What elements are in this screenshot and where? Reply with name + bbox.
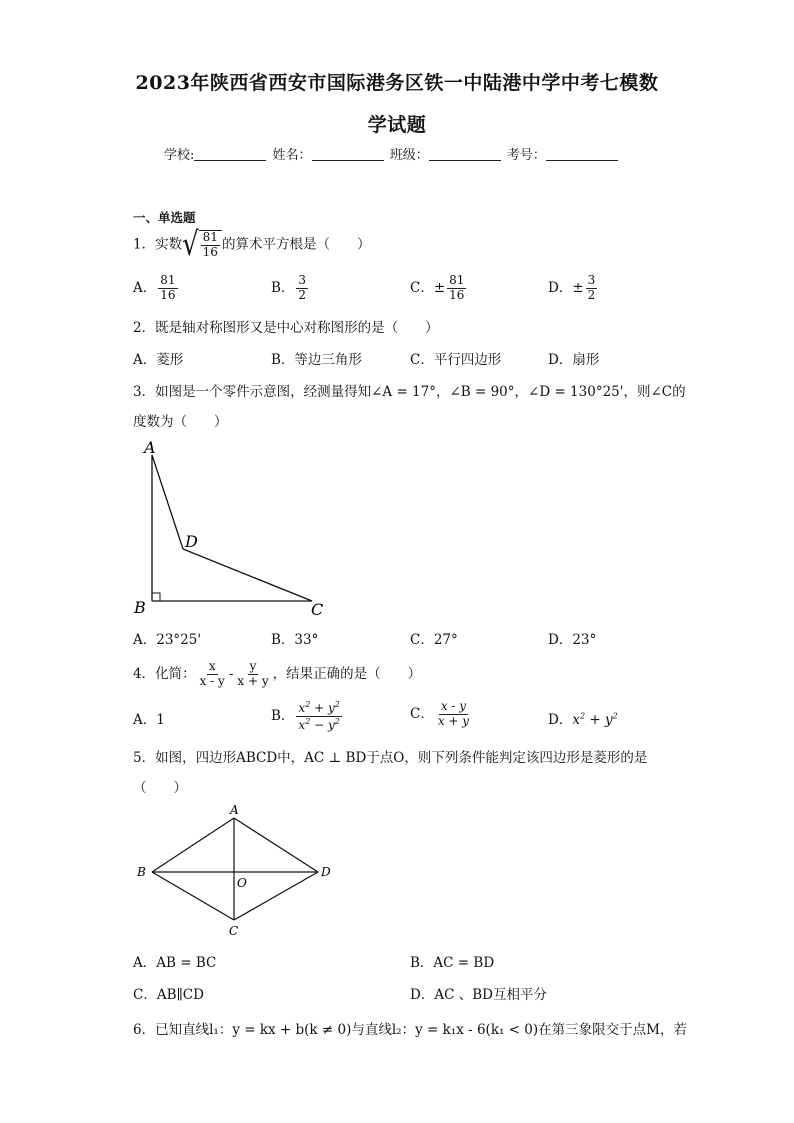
q4-option-a[interactable]: A．1 bbox=[133, 712, 165, 728]
q4-b-numerator: $x^2 + y^2$ bbox=[298, 700, 340, 715]
right-angle-mark bbox=[152, 593, 160, 601]
exam-no-blank[interactable] bbox=[546, 147, 618, 161]
q2-option-c[interactable]: C．平行四边形 bbox=[410, 352, 502, 368]
q5-label-o: O bbox=[237, 876, 247, 890]
class-blank[interactable] bbox=[429, 147, 501, 161]
class-label: 班级： bbox=[389, 148, 429, 163]
q3-label-a: A bbox=[144, 438, 156, 457]
paper-title-line1: 2023年陕西省西安市国际港务区铁一中陆港中学中考七模数 bbox=[135, 72, 659, 94]
section-single-choice: 一、单选题 bbox=[133, 210, 196, 225]
q1-stem bbox=[133, 226, 371, 264]
q5-option-d[interactable]: D．AC 、BD互相平分 bbox=[410, 987, 547, 1003]
q3-stem-line1: 3．如图是一个零件示意图，经测量得知∠A = 17°，∠B = 90°，∠D = 130°25'，则∠C的 bbox=[133, 384, 686, 400]
q3-option-c[interactable]: C．27° bbox=[410, 632, 458, 648]
q3-option-a[interactable]: A．23°25' bbox=[133, 632, 202, 648]
q5-edge-ab bbox=[152, 818, 234, 872]
q4-d-expression: $x^2 + y^2$ bbox=[572, 711, 618, 728]
q3-figure bbox=[130, 435, 340, 620]
exam-no-label: 考号： bbox=[506, 148, 546, 163]
q5-stem-line1: 5．如图，四边形ABCD中，AC ⊥ BD于点O，则下列条件能判定该四边形是菱形的是 bbox=[133, 750, 648, 766]
q3-option-b[interactable]: B．33° bbox=[271, 632, 319, 648]
sqrt-symbol: √ $\frac{81}{16}$ bbox=[182, 230, 222, 260]
q3-label-c: C bbox=[311, 600, 324, 619]
q2-option-b[interactable]: B．等边三角形 bbox=[271, 352, 362, 368]
q5-label-a: A bbox=[230, 803, 239, 817]
q5-figure bbox=[130, 802, 340, 942]
q1-option-c[interactable]: C．± $\frac{81}{16}$ bbox=[410, 273, 465, 302]
q5-label-d: D bbox=[321, 865, 331, 879]
q3-label-b: B bbox=[134, 598, 146, 617]
q4-option-d[interactable]: D．$x^2 + y^2$ bbox=[548, 711, 618, 728]
q1-option-a[interactable]: A． $\frac{81}{16}$ bbox=[133, 273, 176, 302]
q5-option-b[interactable]: B．AC = BD bbox=[410, 955, 495, 971]
q5-edge-ad bbox=[234, 818, 318, 872]
q1-suffix: 的算术平方根是（ ） bbox=[221, 236, 371, 253]
q3-option-d[interactable]: D．23° bbox=[548, 632, 597, 648]
school-blank[interactable] bbox=[194, 147, 266, 161]
q3-stem-line2: 度数为（ ） bbox=[133, 414, 228, 430]
student-info bbox=[164, 144, 620, 163]
q1-option-d[interactable]: D．± $\frac{3}{2}$ bbox=[548, 273, 596, 302]
q5-option-c[interactable]: C．AB∥CD bbox=[133, 987, 204, 1003]
q3-edge-dc bbox=[183, 549, 312, 601]
paper-title-line2: 学试题 bbox=[367, 114, 427, 136]
q2-option-d[interactable]: D．扇形 bbox=[548, 352, 600, 368]
q5-label-b: B bbox=[137, 865, 146, 879]
q1-option-b[interactable]: B． $\frac{3}{2}$ bbox=[271, 273, 307, 302]
q5-label-c: C bbox=[229, 924, 239, 938]
q5-stem-line2: （ ） bbox=[133, 780, 187, 796]
q4-stem: 4．化简： $\frac{x}{x - y}$ - $\frac{y}{x + y}$ ，结果正确的是（ ） bbox=[133, 659, 422, 688]
name-label: 姓名： bbox=[272, 148, 312, 163]
q4-option-b[interactable]: B． $\frac{x^2 + y^2}{x^2 - y^2}$ bbox=[271, 700, 340, 732]
name-blank[interactable] bbox=[312, 147, 384, 161]
q4-option-c[interactable]: C． $\frac{x - y}{x + y}$ bbox=[410, 699, 470, 728]
q3-edge-ad bbox=[152, 455, 183, 549]
q3-label-d: D bbox=[185, 532, 198, 551]
school-label: 学校: bbox=[164, 148, 195, 163]
q5-edge-bc bbox=[152, 872, 234, 920]
q2-stem: 2．既是轴对称图形又是中心对称图形的是（ ） bbox=[133, 320, 439, 336]
q6-stem-line1: 6．已知直线l₁：y = kx + b(k ≠ 0)与直线l₂：y = k₁x - 6(k₁ < 0)在第三象限交于点M，若 bbox=[133, 1022, 687, 1038]
q2-option-a[interactable]: A．菱形 bbox=[133, 352, 184, 368]
q5-option-a[interactable]: A．AB = BC bbox=[133, 955, 217, 971]
q4-b-denominator: $x^2 - y^2$ bbox=[298, 716, 340, 732]
q1-prefix: 1．实数 bbox=[133, 236, 183, 253]
